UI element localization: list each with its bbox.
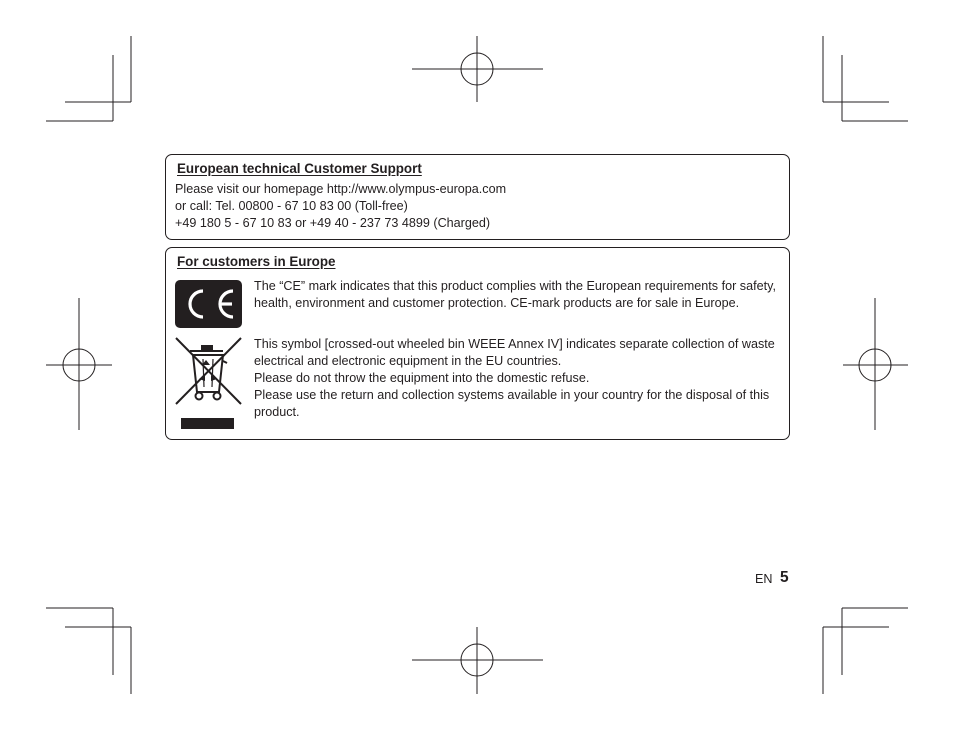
crop-mark-icon — [823, 608, 908, 694]
support-line-homepage: Please visit our homepage http://www.olympus-europa.com — [175, 182, 507, 196]
registration-mark-icon — [843, 298, 908, 430]
ce-description: The “CE” mark indicates that this product complies with the European requirements for safety, health, environment and customer protection. CE-mark products are for sale in Europe. — [254, 279, 776, 310]
registration-mark-icon — [46, 298, 112, 430]
language-code: EN — [755, 572, 773, 586]
registration-mark-icon — [412, 627, 543, 694]
registration-mark-icon — [412, 36, 543, 102]
weee-line-return: Please use the return and collection systems available in your country for the disposal of this product. — [254, 388, 770, 419]
weee-line-symbol: This symbol [crossed-out wheeled bin WEEE Annex IV] indicates separate collection of waste electrical and electronic equipment in the EU countries. — [254, 337, 775, 368]
crop-mark-icon — [823, 36, 908, 121]
crop-mark-icon — [46, 36, 131, 121]
crossed-out-wheeled-bin-icon — [175, 337, 242, 432]
page-number: 5 — [780, 569, 789, 586]
support-heading: European technical Customer Support — [177, 161, 422, 176]
ce-mark-icon — [175, 280, 242, 328]
europe-heading: For customers in Europe — [177, 254, 336, 269]
crop-mark-icon — [46, 608, 131, 694]
weee-line-refuse: Please do not throw the equipment into the domestic refuse. — [254, 371, 590, 385]
support-line-charged: +49 180 5 - 67 10 83 or +49 40 - 237 73 4899 (Charged) — [175, 216, 491, 230]
weee-description — [254, 336, 782, 421]
support-line-tollfree: or call: Tel. 00800 - 67 10 83 00 (Toll-free) — [175, 199, 408, 213]
